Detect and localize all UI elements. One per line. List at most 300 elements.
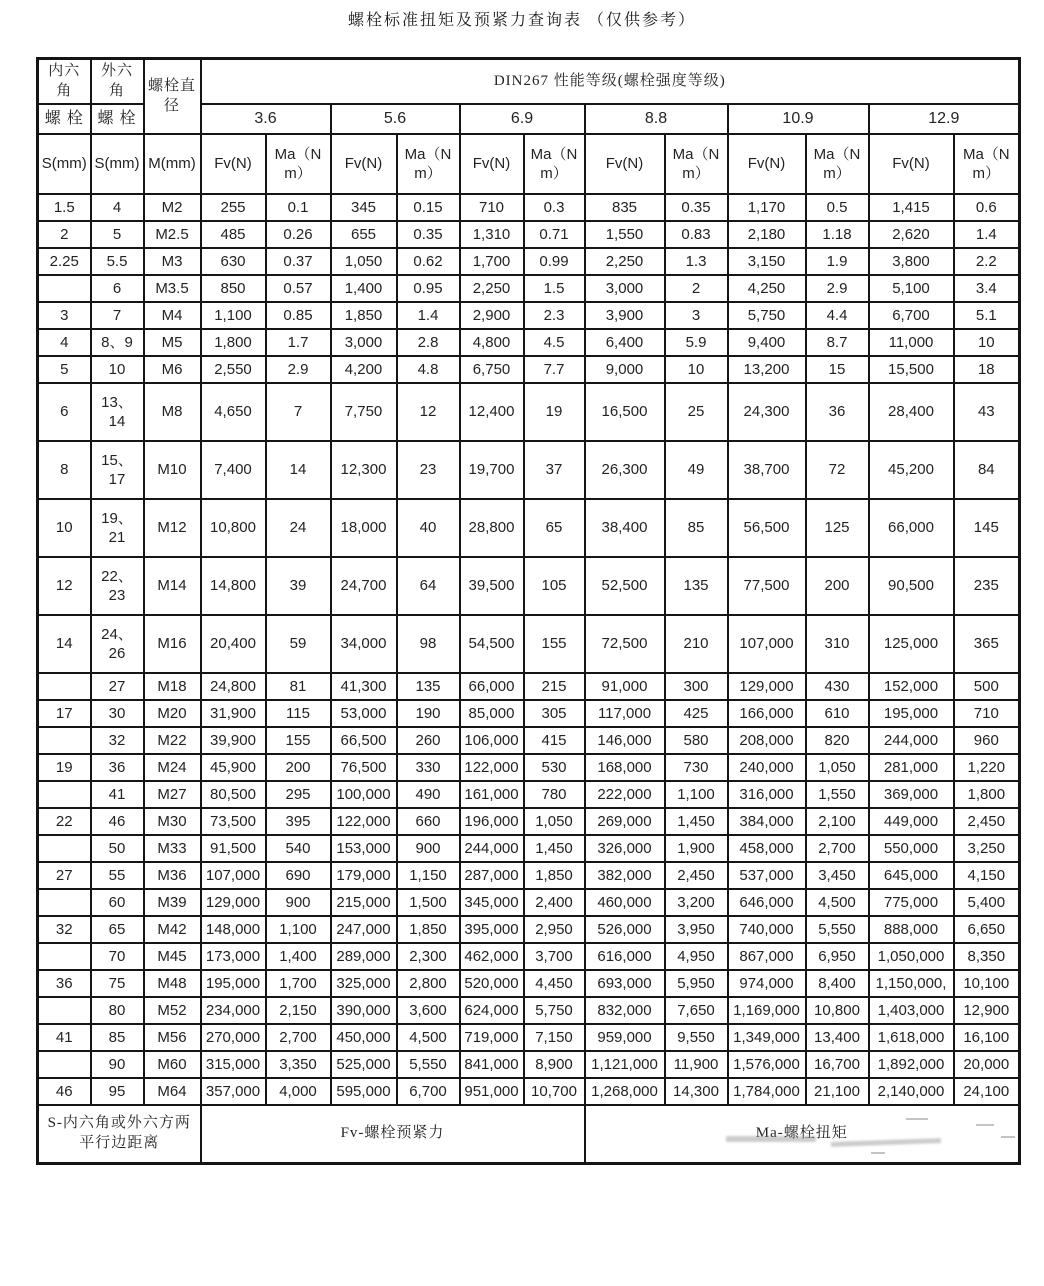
cell-s-inner-hex: 8: [38, 441, 91, 499]
cell-ma-3.6: 900: [266, 889, 331, 916]
cell-bolt-size: M10: [144, 441, 201, 499]
cell-fv-6.9: 1,310: [460, 221, 524, 248]
cell-s-inner-hex: 4: [38, 329, 91, 356]
cell-ma-12.9: 18: [954, 356, 1020, 383]
cell-fv-8.8: 91,000: [585, 673, 665, 700]
cell-bolt-size: M5: [144, 329, 201, 356]
cell-ma-5.6: 0.95: [397, 275, 460, 302]
din-grade-header: DIN267 性能等级(螺栓强度等级): [201, 59, 1020, 105]
cell-fv-10.9: 5,750: [728, 302, 806, 329]
cell-fv-12.9: 281,000: [869, 754, 954, 781]
cell-ma-5.6: 0.62: [397, 248, 460, 275]
cell-bolt-size: M33: [144, 835, 201, 862]
cell-ma-8.8: 7,650: [665, 997, 728, 1024]
cell-s-outer-hex: 36: [91, 754, 144, 781]
footer-ma-note: [585, 1105, 1020, 1163]
cell-ma-3.6: 24: [266, 499, 331, 557]
cell-ma-10.9: 2,100: [806, 808, 869, 835]
cell-fv-10.9: 166,000: [728, 700, 806, 727]
cell-fv-3.6: 24,800: [201, 673, 266, 700]
page-title: 螺栓标准扭矩及预紧力查询表 （仅供参考）: [347, 12, 696, 29]
fv-col-header-6.9: Fv(N): [460, 134, 524, 194]
cell-fv-8.8: 3,000: [585, 275, 665, 302]
cell-fv-12.9: 369,000: [869, 781, 954, 808]
watermark-dark-bar: [896, 1162, 990, 1164]
cell-ma-12.9: 4,150: [954, 862, 1020, 889]
cell-fv-12.9: 775,000: [869, 889, 954, 916]
cell-fv-10.9: 1,349,000: [728, 1024, 806, 1051]
cell-ma-5.6: 1,150: [397, 862, 460, 889]
cell-bolt-size: M45: [144, 943, 201, 970]
cell-fv-12.9: 195,000: [869, 700, 954, 727]
cell-s-outer-hex: 65: [91, 916, 144, 943]
cell-fv-8.8: 269,000: [585, 808, 665, 835]
cell-s-inner-hex: 22: [38, 808, 91, 835]
cell-s-outer-hex: 27: [91, 673, 144, 700]
cell-fv-8.8: 9,000: [585, 356, 665, 383]
cell-fv-3.6: 173,000: [201, 943, 266, 970]
cell-fv-12.9: 1,892,000: [869, 1051, 954, 1078]
cell-fv-5.6: 390,000: [331, 997, 397, 1024]
cell-s-outer-hex: 7: [91, 302, 144, 329]
cell-fv-3.6: 850: [201, 275, 266, 302]
cell-fv-12.9: 125,000: [869, 615, 954, 673]
cell-ma-3.6: 115: [266, 700, 331, 727]
cell-ma-12.9: 1,220: [954, 754, 1020, 781]
cell-ma-10.9: 6,950: [806, 943, 869, 970]
cell-ma-10.9: 3,450: [806, 862, 869, 889]
cell-ma-12.9: 5.1: [954, 302, 1020, 329]
cell-s-outer-hex: 4: [91, 194, 144, 221]
cell-ma-10.9: 16,700: [806, 1051, 869, 1078]
cell-fv-6.9: 28,800: [460, 499, 524, 557]
cell-s-inner-hex: [38, 727, 91, 754]
cell-fv-3.6: 195,000: [201, 970, 266, 997]
cell-ma-10.9: 2.9: [806, 275, 869, 302]
fv-col-header-8.8: Fv(N): [585, 134, 665, 194]
table-row-M18: [38, 673, 1020, 700]
cell-ma-5.6: 190: [397, 700, 460, 727]
cell-bolt-size: M36: [144, 862, 201, 889]
table-row-M39: [38, 889, 1020, 916]
cell-bolt-size: M27: [144, 781, 201, 808]
cell-fv-8.8: 460,000: [585, 889, 665, 916]
cell-s-inner-hex: 32: [38, 916, 91, 943]
cell-s-inner-hex: [38, 1051, 91, 1078]
cell-ma-12.9: 2,450: [954, 808, 1020, 835]
cell-ma-6.9: 155: [524, 615, 585, 673]
cell-ma-10.9: 1,550: [806, 781, 869, 808]
col-header-outer-hex-unit: S(mm): [91, 134, 144, 194]
table-row-M42: [38, 916, 1020, 943]
cell-ma-8.8: 1.3: [665, 248, 728, 275]
cell-ma-3.6: 200: [266, 754, 331, 781]
cell-fv-3.6: 73,500: [201, 808, 266, 835]
cell-fv-6.9: 2,250: [460, 275, 524, 302]
cell-ma-5.6: 64: [397, 557, 460, 615]
cell-fv-10.9: 3,150: [728, 248, 806, 275]
cell-fv-12.9: 6,700: [869, 302, 954, 329]
cell-fv-10.9: 38,700: [728, 441, 806, 499]
cell-ma-5.6: 1,850: [397, 916, 460, 943]
table-row-M33: [38, 835, 1020, 862]
cell-fv-6.9: 39,500: [460, 557, 524, 615]
cell-ma-3.6: 395: [266, 808, 331, 835]
cell-fv-5.6: 12,300: [331, 441, 397, 499]
cell-bolt-size: M2: [144, 194, 201, 221]
cell-bolt-size: M64: [144, 1078, 201, 1105]
cell-fv-12.9: 152,000: [869, 673, 954, 700]
table-row-M12: [38, 499, 1020, 557]
cell-fv-3.6: 39,900: [201, 727, 266, 754]
cell-fv-3.6: 630: [201, 248, 266, 275]
cell-ma-12.9: 365: [954, 615, 1020, 673]
cell-fv-10.9: 867,000: [728, 943, 806, 970]
cell-ma-5.6: 660: [397, 808, 460, 835]
cell-ma-10.9: 4,500: [806, 889, 869, 916]
erased-border-patch: [1015, 1131, 1020, 1164]
ma-col-header-8.8: Ma（N m）: [665, 134, 728, 194]
cell-fv-8.8: 52,500: [585, 557, 665, 615]
cell-ma-5.6: 260: [397, 727, 460, 754]
cell-ma-6.9: 3,700: [524, 943, 585, 970]
grade-header-3.6: 3.6: [201, 104, 331, 134]
cell-ma-12.9: 500: [954, 673, 1020, 700]
cell-s-outer-hex: 95: [91, 1078, 144, 1105]
cell-ma-6.9: 5,750: [524, 997, 585, 1024]
cell-fv-5.6: 345: [331, 194, 397, 221]
table-row-M4: [38, 302, 1020, 329]
cell-s-outer-hex: 30: [91, 700, 144, 727]
table-header: [38, 59, 1020, 195]
cell-fv-10.9: 1,784,000: [728, 1078, 806, 1105]
cell-ma-5.6: 135: [397, 673, 460, 700]
col-header-inner-hex-line2: 螺 栓: [38, 104, 91, 134]
cell-fv-3.6: 234,000: [201, 997, 266, 1024]
cell-ma-8.8: 2: [665, 275, 728, 302]
cell-bolt-size: M56: [144, 1024, 201, 1051]
cell-ma-8.8: 300: [665, 673, 728, 700]
cell-fv-5.6: 100,000: [331, 781, 397, 808]
table-row-M22: [38, 727, 1020, 754]
cell-fv-8.8: 526,000: [585, 916, 665, 943]
cell-ma-12.9: 1,800: [954, 781, 1020, 808]
cell-ma-6.9: 105: [524, 557, 585, 615]
cell-ma-10.9: 1,050: [806, 754, 869, 781]
cell-fv-6.9: 122,000: [460, 754, 524, 781]
cell-s-inner-hex: 36: [38, 970, 91, 997]
cell-ma-12.9: 20,000: [954, 1051, 1020, 1078]
table-row-M52: [38, 997, 1020, 1024]
cell-bolt-size: M48: [144, 970, 201, 997]
cell-ma-5.6: 0.15: [397, 194, 460, 221]
cell-ma-6.9: 10,700: [524, 1078, 585, 1105]
cell-ma-10.9: 310: [806, 615, 869, 673]
cell-ma-8.8: 0.83: [665, 221, 728, 248]
cell-ma-6.9: 7.7: [524, 356, 585, 383]
cell-fv-3.6: 91,500: [201, 835, 266, 862]
cell-ma-3.6: 1,100: [266, 916, 331, 943]
cell-fv-8.8: 146,000: [585, 727, 665, 754]
cell-bolt-size: M18: [144, 673, 201, 700]
cell-fv-6.9: 85,000: [460, 700, 524, 727]
cell-ma-5.6: 2,800: [397, 970, 460, 997]
cell-ma-8.8: 210: [665, 615, 728, 673]
cell-ma-10.9: 8.7: [806, 329, 869, 356]
cell-ma-3.6: 540: [266, 835, 331, 862]
cell-ma-5.6: 2,300: [397, 943, 460, 970]
cell-ma-3.6: 690: [266, 862, 331, 889]
cell-s-outer-hex: 70: [91, 943, 144, 970]
cell-s-inner-hex: 2.25: [38, 248, 91, 275]
table-row-M6: [38, 356, 1020, 383]
cell-ma-8.8: 5,950: [665, 970, 728, 997]
col-header-diameter-unit: M(mm): [144, 134, 201, 194]
cell-ma-3.6: 1.7: [266, 329, 331, 356]
cell-fv-5.6: 1,850: [331, 302, 397, 329]
grade-header-12.9: 12.9: [869, 104, 1020, 134]
table-row-M24: [38, 754, 1020, 781]
cell-s-outer-hex: 85: [91, 1024, 144, 1051]
cell-fv-5.6: 325,000: [331, 970, 397, 997]
table-footer: [38, 1105, 1020, 1163]
cell-ma-10.9: 820: [806, 727, 869, 754]
cell-fv-8.8: 832,000: [585, 997, 665, 1024]
cell-bolt-size: M12: [144, 499, 201, 557]
cell-fv-8.8: 117,000: [585, 700, 665, 727]
cell-s-outer-hex: 32: [91, 727, 144, 754]
cell-s-inner-hex: 12: [38, 557, 91, 615]
cell-fv-8.8: 835: [585, 194, 665, 221]
cell-ma-8.8: 135: [665, 557, 728, 615]
cell-bolt-size: M52: [144, 997, 201, 1024]
watermark-smudge: [726, 1136, 816, 1142]
cell-ma-6.9: 4.5: [524, 329, 585, 356]
cell-s-outer-hex: 90: [91, 1051, 144, 1078]
cell-ma-12.9: 235: [954, 557, 1020, 615]
cell-fv-5.6: 41,300: [331, 673, 397, 700]
col-header-outer-hex-line1: 外六角: [91, 59, 144, 105]
cell-ma-8.8: 9,550: [665, 1024, 728, 1051]
cell-fv-10.9: 1,169,000: [728, 997, 806, 1024]
ma-col-header-5.6: Ma（N m）: [397, 134, 460, 194]
fv-col-header-10.9: Fv(N): [728, 134, 806, 194]
cell-ma-10.9: 72: [806, 441, 869, 499]
cell-fv-3.6: 357,000: [201, 1078, 266, 1105]
cell-fv-8.8: 222,000: [585, 781, 665, 808]
cell-s-outer-hex: 5: [91, 221, 144, 248]
cell-s-outer-hex: 13、14: [91, 383, 144, 441]
cell-s-outer-hex: 75: [91, 970, 144, 997]
cell-ma-6.9: 0.71: [524, 221, 585, 248]
cell-fv-5.6: 153,000: [331, 835, 397, 862]
cell-ma-8.8: 425: [665, 700, 728, 727]
fv-col-header-12.9: Fv(N): [869, 134, 954, 194]
cell-ma-3.6: 155: [266, 727, 331, 754]
cell-fv-10.9: 1,576,000: [728, 1051, 806, 1078]
cell-fv-8.8: 1,550: [585, 221, 665, 248]
cell-fv-6.9: 196,000: [460, 808, 524, 835]
cell-s-inner-hex: [38, 835, 91, 862]
cell-ma-5.6: 98: [397, 615, 460, 673]
cell-fv-10.9: 240,000: [728, 754, 806, 781]
cell-ma-8.8: 3: [665, 302, 728, 329]
cell-fv-10.9: 24,300: [728, 383, 806, 441]
table-row-M48: [38, 970, 1020, 997]
cell-fv-3.6: 4,650: [201, 383, 266, 441]
cell-bolt-size: M6: [144, 356, 201, 383]
cell-s-outer-hex: 50: [91, 835, 144, 862]
cell-fv-8.8: 16,500: [585, 383, 665, 441]
cell-ma-12.9: 10: [954, 329, 1020, 356]
cell-s-inner-hex: [38, 781, 91, 808]
cell-bolt-size: M60: [144, 1051, 201, 1078]
cell-s-inner-hex: [38, 889, 91, 916]
cell-fv-5.6: 18,000: [331, 499, 397, 557]
cell-fv-10.9: 316,000: [728, 781, 806, 808]
cell-fv-5.6: 289,000: [331, 943, 397, 970]
cell-s-outer-hex: 19、21: [91, 499, 144, 557]
cell-bolt-size: M16: [144, 615, 201, 673]
cell-fv-12.9: 15,500: [869, 356, 954, 383]
cell-s-inner-hex: 17: [38, 700, 91, 727]
cell-fv-12.9: 1,415: [869, 194, 954, 221]
cell-fv-6.9: 19,700: [460, 441, 524, 499]
cell-fv-3.6: 10,800: [201, 499, 266, 557]
cell-ma-3.6: 0.1: [266, 194, 331, 221]
cell-s-inner-hex: 46: [38, 1078, 91, 1105]
table-body: [38, 194, 1020, 1105]
cell-ma-12.9: 24,100: [954, 1078, 1020, 1105]
cell-ma-8.8: 1,900: [665, 835, 728, 862]
cell-fv-12.9: 66,000: [869, 499, 954, 557]
cell-fv-3.6: 7,400: [201, 441, 266, 499]
cell-ma-5.6: 330: [397, 754, 460, 781]
footer-s-note: S-内六角或外六方两平行边距离: [38, 1105, 201, 1163]
cell-fv-8.8: 1,121,000: [585, 1051, 665, 1078]
cell-ma-3.6: 0.85: [266, 302, 331, 329]
cell-fv-12.9: 45,200: [869, 441, 954, 499]
cell-ma-6.9: 7,150: [524, 1024, 585, 1051]
cell-fv-3.6: 2,550: [201, 356, 266, 383]
cell-ma-8.8: 730: [665, 754, 728, 781]
cell-fv-6.9: 520,000: [460, 970, 524, 997]
cell-ma-5.6: 1.4: [397, 302, 460, 329]
cell-s-inner-hex: 3: [38, 302, 91, 329]
cell-fv-12.9: 5,100: [869, 275, 954, 302]
cell-ma-3.6: 2.9: [266, 356, 331, 383]
fv-col-header-3.6: Fv(N): [201, 134, 266, 194]
cell-ma-3.6: 0.26: [266, 221, 331, 248]
cell-s-inner-hex: 10: [38, 499, 91, 557]
cell-ma-10.9: 200: [806, 557, 869, 615]
cell-ma-3.6: 39: [266, 557, 331, 615]
cell-fv-10.9: 129,000: [728, 673, 806, 700]
cell-ma-5.6: 900: [397, 835, 460, 862]
cell-fv-6.9: 161,000: [460, 781, 524, 808]
cell-ma-8.8: 1,100: [665, 781, 728, 808]
cell-fv-5.6: 450,000: [331, 1024, 397, 1051]
cell-fv-12.9: 90,500: [869, 557, 954, 615]
cell-ma-12.9: 16,100: [954, 1024, 1020, 1051]
cell-ma-3.6: 59: [266, 615, 331, 673]
cell-ma-8.8: 580: [665, 727, 728, 754]
cell-fv-5.6: 34,000: [331, 615, 397, 673]
cell-ma-6.9: 37: [524, 441, 585, 499]
cell-ma-6.9: 1,050: [524, 808, 585, 835]
cell-ma-5.6: 4.8: [397, 356, 460, 383]
cell-bolt-size: M2.5: [144, 221, 201, 248]
cell-fv-5.6: 66,500: [331, 727, 397, 754]
watermark-dash: [906, 1118, 928, 1120]
cell-ma-10.9: 610: [806, 700, 869, 727]
cell-ma-12.9: 3.4: [954, 275, 1020, 302]
footer-ma-note-text: Ma-螺栓扭矩: [755, 1125, 848, 1141]
cell-s-inner-hex: 1.5: [38, 194, 91, 221]
cell-fv-3.6: 1,100: [201, 302, 266, 329]
cell-fv-5.6: 525,000: [331, 1051, 397, 1078]
cell-ma-10.9: 0.5: [806, 194, 869, 221]
cell-ma-10.9: 13,400: [806, 1024, 869, 1051]
cell-ma-5.6: 6,700: [397, 1078, 460, 1105]
table-row-M27: [38, 781, 1020, 808]
cell-fv-6.9: 287,000: [460, 862, 524, 889]
cell-fv-8.8: 616,000: [585, 943, 665, 970]
ma-col-header-6.9: Ma（N m）: [524, 134, 585, 194]
cell-ma-8.8: 1,450: [665, 808, 728, 835]
cell-fv-3.6: 315,000: [201, 1051, 266, 1078]
grade-header-5.6: 5.6: [331, 104, 460, 134]
footer-row: [38, 1105, 1020, 1163]
cell-ma-3.6: 295: [266, 781, 331, 808]
cell-ma-12.9: 43: [954, 383, 1020, 441]
cell-ma-5.6: 5,550: [397, 1051, 460, 1078]
cell-ma-10.9: 4.4: [806, 302, 869, 329]
cell-ma-8.8: 85: [665, 499, 728, 557]
cell-fv-10.9: 208,000: [728, 727, 806, 754]
cell-ma-6.9: 0.99: [524, 248, 585, 275]
cell-fv-5.6: 247,000: [331, 916, 397, 943]
cell-ma-5.6: 40: [397, 499, 460, 557]
cell-ma-5.6: 490: [397, 781, 460, 808]
cell-fv-12.9: 2,620: [869, 221, 954, 248]
table-row-M45: [38, 943, 1020, 970]
cell-ma-5.6: 1,500: [397, 889, 460, 916]
cell-fv-3.6: 45,900: [201, 754, 266, 781]
ma-col-header-12.9: Ma（N m）: [954, 134, 1020, 194]
cell-ma-8.8: 2,450: [665, 862, 728, 889]
cell-ma-5.6: 23: [397, 441, 460, 499]
table-row-M2: [38, 194, 1020, 221]
cell-bolt-size: M24: [144, 754, 201, 781]
cell-ma-5.6: 0.35: [397, 221, 460, 248]
cell-fv-6.9: 624,000: [460, 997, 524, 1024]
bolt-torque-table: [36, 57, 1021, 1165]
col-header-inner-hex-unit: S(mm): [38, 134, 91, 194]
cell-fv-3.6: 31,900: [201, 700, 266, 727]
cell-fv-12.9: 550,000: [869, 835, 954, 862]
cell-ma-10.9: 10,800: [806, 997, 869, 1024]
cell-ma-5.6: 3,600: [397, 997, 460, 1024]
cell-bolt-size: M42: [144, 916, 201, 943]
cell-ma-6.9: 2.3: [524, 302, 585, 329]
cell-ma-6.9: 4,450: [524, 970, 585, 997]
cell-s-outer-hex: 46: [91, 808, 144, 835]
cell-fv-10.9: 13,200: [728, 356, 806, 383]
cell-fv-6.9: 4,800: [460, 329, 524, 356]
cell-fv-3.6: 255: [201, 194, 266, 221]
cell-bolt-size: M8: [144, 383, 201, 441]
